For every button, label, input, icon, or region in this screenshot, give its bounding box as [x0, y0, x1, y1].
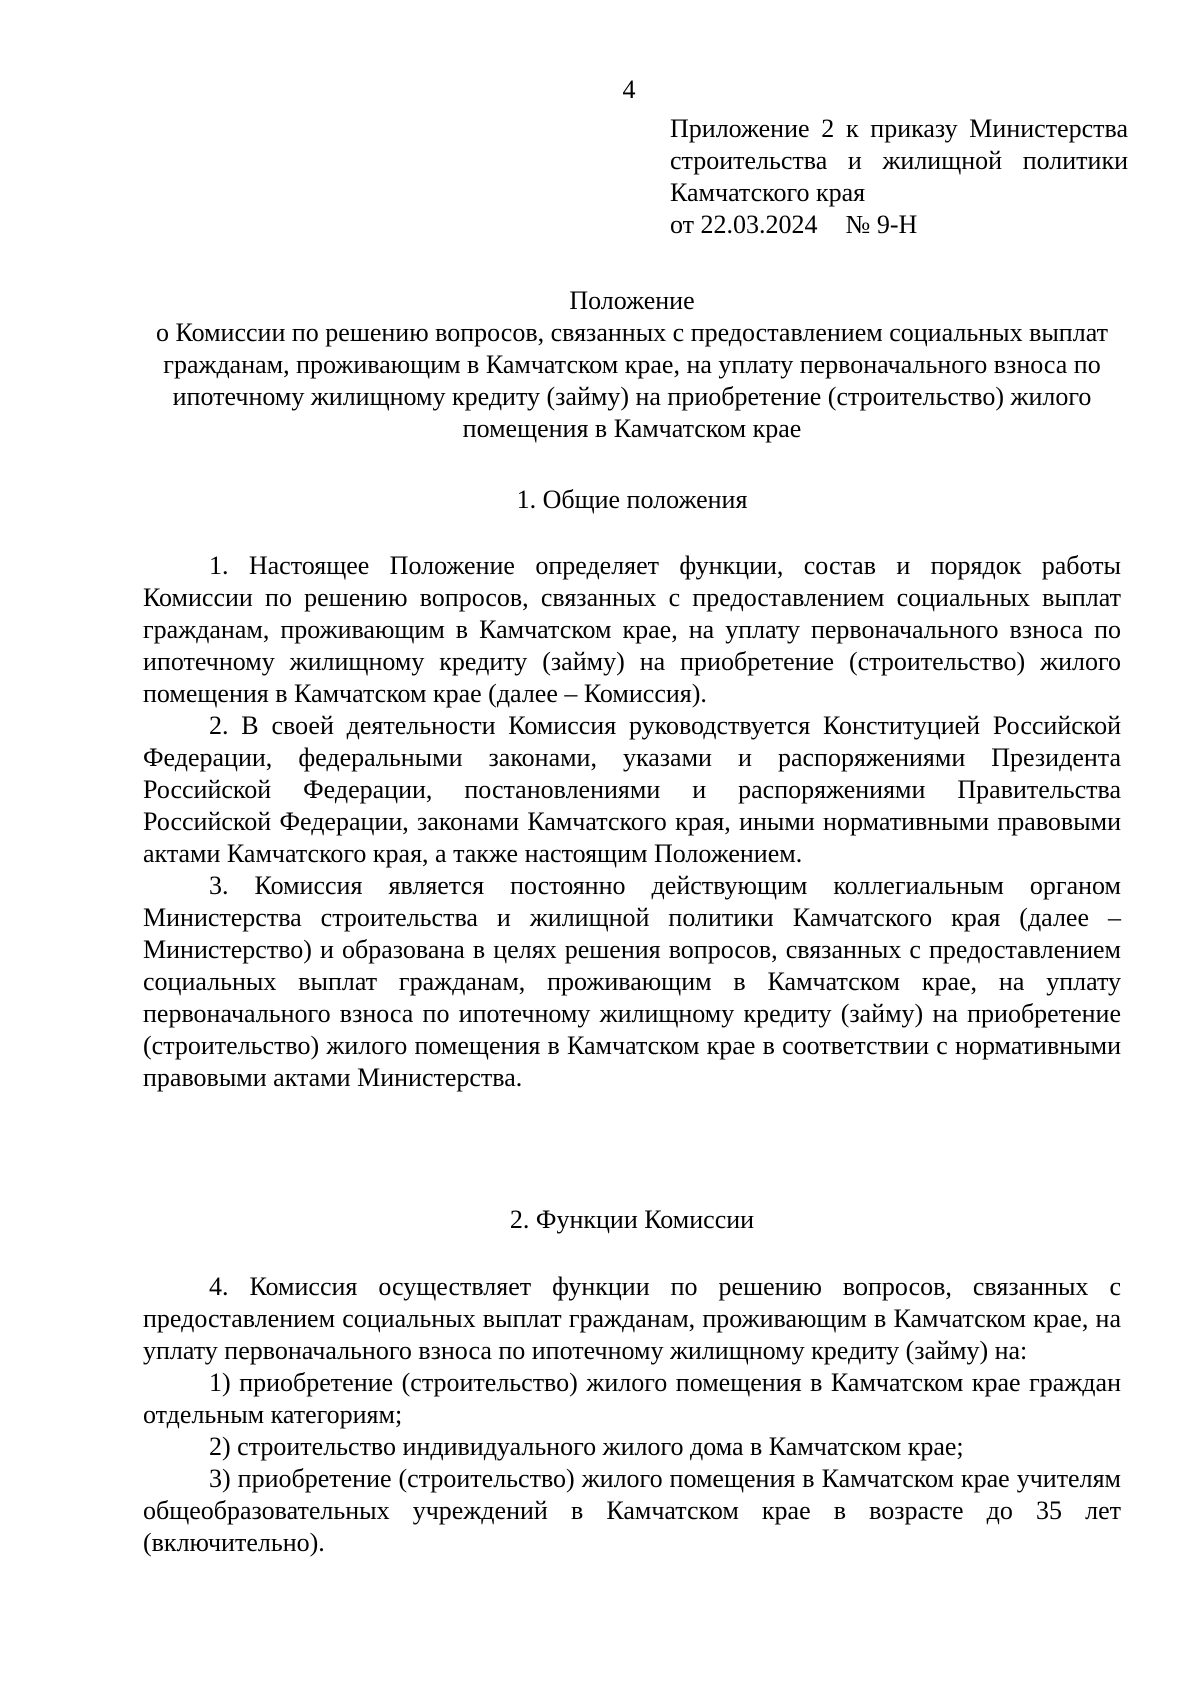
list-item: 2) строительство индивидуального жилого дома в Камчатском крае;	[209, 1432, 964, 1461]
document-subtitle: о Комиссии по решению вопросов, связанных с предоставлением социальных выплат гражданам, проживающим в Камчатском крае, на уплату первоначального взноса по ипотечному жилищному кредиту (займу) на приобретение (строительство) жилого помещения в Камчатском крае	[156, 318, 1108, 443]
list-item: 1) приобретение (строительство) жилого помещения в Камчатском крае граждан отдельным категориям;	[143, 1368, 1121, 1429]
list-item: 3) приобретение (строительство) жилого помещения в Камчатском крае учителям общеобразовательных учреждений в Камчатском крае в возрасте до 35 лет (включительно).	[143, 1464, 1121, 1557]
paragraph: 4. Комиссия осуществляет функции по решению вопросов, связанных с предоставлением социальных выплат гражданам, проживающим в Камчатском крае, на уплату первоначального взноса по ипотечному жилищному кредиту (займу) на:	[143, 1272, 1121, 1365]
paragraph: 2. В своей деятельности Комиссия руководствуется Конституцией Российской Федерации, федеральными законами, указами и распоряжениями Президента Российской Федерации, постановлениями и распоряжениями Правительства Российской Федерации, законами Камчатского края, иными нормативными правовыми актами Камчатского края, а также настоящим Положением.	[143, 711, 1121, 868]
appendix-date-line	[670, 209, 1128, 241]
appendix-block	[670, 113, 1128, 241]
appendix-line: Камчатского края	[670, 178, 866, 207]
paragraph: 3. Комиссия является постоянно действующим коллегиальным органом Министерства строительства и жилищной политики Камчатского края (далее – Министерство) и образована в целях решения вопросов, связанных с предоставлением социальных выплат гражданам, проживающим в Камчатском крае, на уплату первоначального взноса по ипотечному жилищному кредиту (займу) на приобретение (строительство) жилого помещения в Камчатском крае в соответствии с нормативными правовыми актами Министерства.	[143, 871, 1121, 1092]
appendix-line: строительства и жилищной политики	[670, 146, 1128, 175]
paragraph: 1. Настоящее Положение определяет функции, состав и порядок работы Комиссии по решению вопросов, связанных с предоставлением социальных выплат гражданам, проживающим в Камчатском крае, на уплату первоначального взноса по ипотечному жилищному кредиту (займу) на приобретение (строительство) жилого помещения в Камчатском крае (далее – Комиссия).	[143, 551, 1121, 708]
section-title-functions: 2. Функции Комиссии	[509, 1205, 755, 1234]
document-title	[143, 285, 1121, 445]
document-heading: Положение	[569, 286, 695, 315]
appendix-line: Приложение 2 к приказу Министерства	[670, 114, 1128, 143]
page-number: 4	[622, 75, 636, 104]
section-body-general	[143, 550, 1121, 1094]
appendix-date: от 22.03.2024	[670, 210, 818, 239]
appendix-number: № 9-Н	[845, 210, 918, 239]
section-body-functions	[143, 1271, 1121, 1559]
section-title-general: 1. Общие положения	[516, 485, 748, 514]
